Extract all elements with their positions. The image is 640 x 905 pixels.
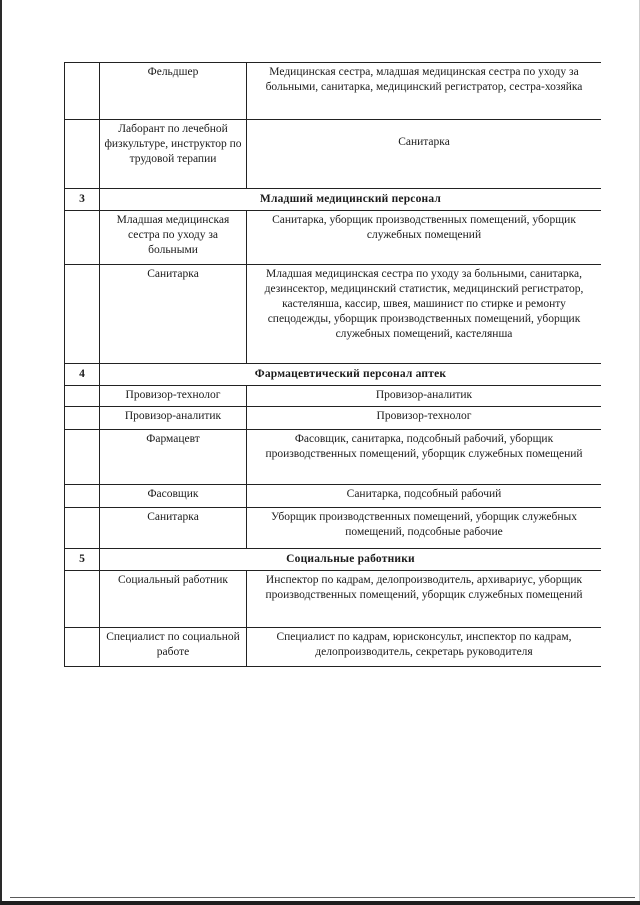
table-row bbox=[65, 63, 602, 120]
position-cell: Младшая медицинская сестра по уходу за больными bbox=[100, 211, 247, 265]
replacements-cell: Инспектор по кадрам, делопроизводитель, архивариус, уборщик производственных помещений, уборщик служебных помещений bbox=[247, 571, 602, 628]
replacements-cell: Медицинская сестра, младшая медицинская сестра по уходу за больными, санитарка, медицинский регистратор, сестра-хозяйка bbox=[247, 63, 602, 120]
section-header-row bbox=[65, 189, 602, 211]
table-row bbox=[65, 485, 602, 508]
row-number-cell bbox=[65, 120, 100, 189]
section-title: Социальные работники bbox=[100, 549, 602, 571]
replacements-cell: Провизор-технолог bbox=[247, 407, 602, 430]
section-header-row bbox=[65, 364, 602, 386]
replacements-cell: Санитарка, уборщик производственных помещений, уборщик служебных помещений bbox=[247, 211, 602, 265]
row-number-cell bbox=[65, 571, 100, 628]
table-row bbox=[65, 571, 602, 628]
position-cell: Провизор-аналитик bbox=[100, 407, 247, 430]
position-cell: Специалист по социальной работе bbox=[100, 628, 247, 667]
section-number: 3 bbox=[65, 189, 100, 211]
replacements-cell: Провизор-аналитик bbox=[247, 386, 602, 407]
position-cell: Провизор-технолог bbox=[100, 386, 247, 407]
scan-edge-left bbox=[0, 0, 2, 905]
replacements-cell: Фасовщик, санитарка, подсобный рабочий, уборщик производственных помещений, уборщик служебных помещений bbox=[247, 430, 602, 485]
section-number: 4 bbox=[65, 364, 100, 386]
section-header-row bbox=[65, 549, 602, 571]
row-number-cell bbox=[65, 508, 100, 549]
table-row bbox=[65, 120, 602, 189]
row-number-cell bbox=[65, 430, 100, 485]
section-title: Фармацевтический персонал аптек bbox=[100, 364, 602, 386]
table-row bbox=[65, 211, 602, 265]
table-row bbox=[65, 430, 602, 485]
row-number-cell bbox=[65, 628, 100, 667]
table-row bbox=[65, 386, 602, 407]
scan-edge-bottom-line bbox=[10, 897, 635, 898]
row-number-cell bbox=[65, 63, 100, 120]
position-cell: Лаборант по лечебной физкультуре, инструктор по трудовой терапии bbox=[100, 120, 247, 189]
position-cell: Санитарка bbox=[100, 508, 247, 549]
position-cell: Санитарка bbox=[100, 265, 247, 364]
row-number-cell bbox=[65, 485, 100, 508]
table-row bbox=[65, 407, 602, 430]
table-row bbox=[65, 628, 602, 667]
replacements-cell: Младшая медицинская сестра по уходу за больными, санитарка, дезинсектор, медицинский статистик, медицинский регистратор, кастелянша, кассир, швея, машинист по стирке и ремонту спецодежды, уборщик производственных помещений, уборщик служебных помещений, кастелянша bbox=[247, 265, 602, 364]
position-cell: Социальный работник bbox=[100, 571, 247, 628]
scan-edge-bottom bbox=[0, 901, 640, 905]
replacements-cell: Санитарка, подсобный рабочий bbox=[247, 485, 602, 508]
row-number-cell bbox=[65, 265, 100, 364]
row-number-cell bbox=[65, 407, 100, 430]
position-cell: Фельдшер bbox=[100, 63, 247, 120]
section-title: Младший медицинский персонал bbox=[100, 189, 602, 211]
table-row bbox=[65, 508, 602, 549]
position-cell: Фармацевт bbox=[100, 430, 247, 485]
position-cell: Фасовщик bbox=[100, 485, 247, 508]
replacements-cell: Санитарка bbox=[247, 120, 602, 189]
replacements-cell: Уборщик производственных помещений, уборщик служебных помещений, подсобные рабочие bbox=[247, 508, 602, 549]
row-number-cell bbox=[65, 386, 100, 407]
replacements-cell: Специалист по кадрам, юрисконсульт, инспектор по кадрам, делопроизводитель, секретарь руководителя bbox=[247, 628, 602, 667]
staff-replacement-table bbox=[64, 62, 601, 667]
table-row bbox=[65, 265, 602, 364]
row-number-cell bbox=[65, 211, 100, 265]
section-number: 5 bbox=[65, 549, 100, 571]
